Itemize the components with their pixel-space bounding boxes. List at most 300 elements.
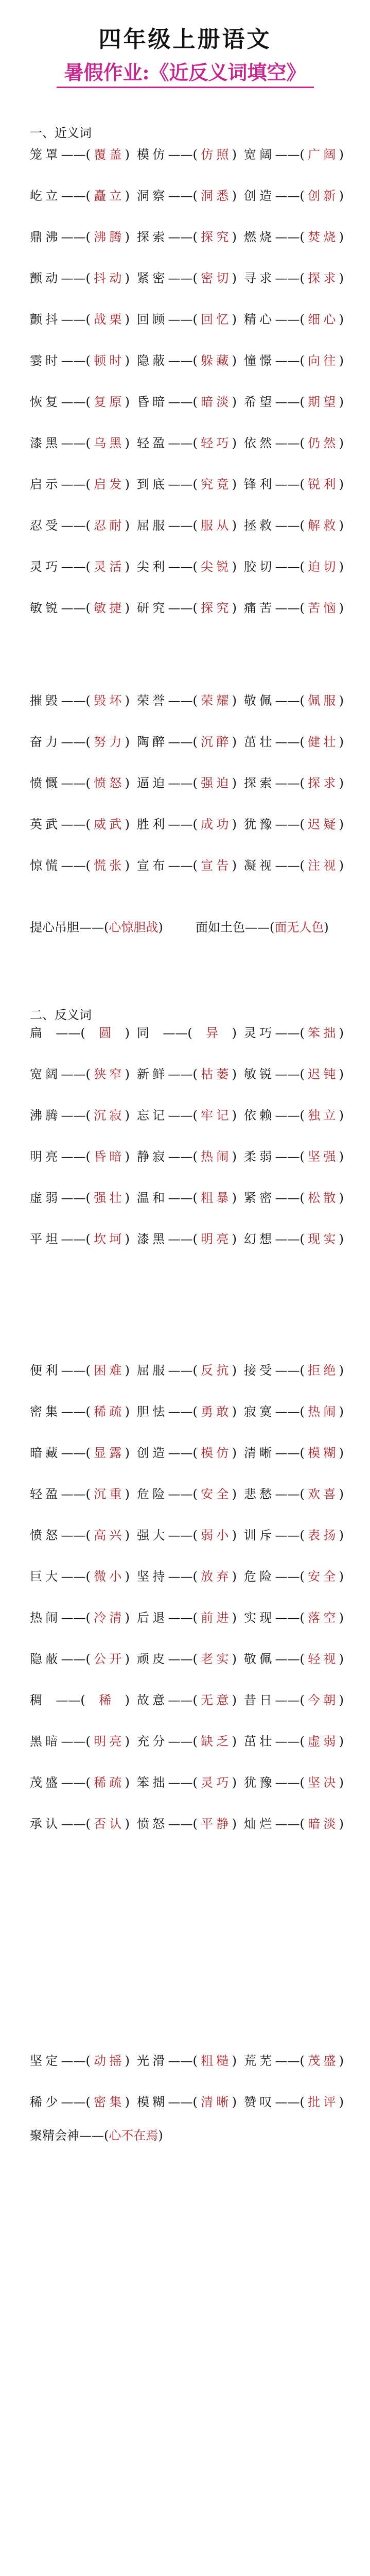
vocab-item: 愤怒——(高兴)	[30, 1528, 130, 1543]
vocab-item: 新鲜——(枯萎)	[137, 1067, 237, 1081]
vocab-word: 稠	[30, 1693, 56, 1707]
vocab-item: 顽皮——(老实)	[137, 1652, 237, 1666]
vocab-item: 霎时——(顿时)	[30, 353, 130, 368]
vocab-item: 茂盛——(稀疏)	[30, 1775, 130, 1790]
vocab-word: 愤慨	[30, 776, 61, 790]
vocab-item: 灵巧——(灵活)	[30, 560, 130, 574]
vocab-item: 模仿——(仿照)	[137, 147, 237, 162]
vocab-item: 巨大——(微小)	[30, 1569, 130, 1584]
vocab-word: 愤怒	[137, 1817, 168, 1831]
vocab-word: 胶切	[244, 560, 275, 574]
vocab-answer: 坚决	[304, 1775, 339, 1790]
vocab-word: 训斥	[244, 1528, 275, 1543]
vocab-item: 回顾——(回忆)	[137, 312, 237, 327]
vocab-item: 虚弱——(强壮)	[30, 1191, 130, 1205]
vocab-word: 隐蔽	[137, 353, 168, 368]
vocab-answer: 落空	[304, 1611, 339, 1625]
vocab-answer: 宣告	[197, 858, 232, 873]
antonym-grid-part3	[30, 2050, 344, 2133]
vocab-answer: 拒绝	[304, 1363, 339, 1378]
page-title: 四年级上册语文	[98, 26, 272, 53]
vocab-answer: 稀疏	[90, 1775, 125, 1790]
vocab-word: 英武	[30, 817, 61, 832]
vocab-answer: 稀疏	[90, 1404, 125, 1419]
vocab-word: 充分	[137, 1734, 168, 1749]
vocab-item: 漆黑——(明亮)	[137, 1232, 237, 1246]
vocab-item: 热闹——(冷清)	[30, 1611, 130, 1625]
vocab-word: 紧密	[244, 1191, 275, 1205]
vocab-answer: 灵活	[90, 560, 125, 574]
vocab-word: 明亮	[30, 1149, 61, 1164]
vocab-item: 犹豫——(迟疑)	[244, 817, 344, 832]
vocab-answer: 洞悉	[197, 189, 232, 203]
vocab-answer: 成功	[197, 817, 232, 832]
vocab-word: 洞察	[137, 189, 168, 203]
vocab-answer: 牢记	[197, 1108, 232, 1123]
vocab-item: 鼎沸——(沸腾)	[30, 230, 130, 244]
vocab-word: 轻盈	[30, 1487, 61, 1501]
vocab-word: 平坦	[30, 1232, 61, 1246]
vocab-answer: 战栗	[90, 312, 125, 327]
vocab-answer: 坎坷	[90, 1232, 125, 1246]
vocab-item: 暗藏——(显露)	[30, 1446, 130, 1460]
vocab-word: 创造	[244, 189, 275, 203]
vocab-answer: 回忆	[197, 312, 232, 327]
vocab-answer: 迟钝	[304, 1067, 339, 1081]
vocab-item: 坚持——(放弃)	[137, 1569, 237, 1584]
vocab-answer: 沉重	[90, 1487, 125, 1501]
vocab-word: 黑暗	[30, 1734, 61, 1749]
vocab-word: 实现	[244, 1611, 275, 1625]
vocab-item: 英武——(威武)	[30, 817, 130, 832]
vocab-word: 犹豫	[244, 817, 275, 832]
vocab-item: 轻盈——(沉重)	[30, 1487, 130, 1501]
vocab-word: 忘记	[137, 1108, 168, 1123]
vocab-item: 轻盈——(轻巧)	[137, 436, 237, 450]
vocab-item: 平坦——(坎坷)	[30, 1232, 130, 1246]
vocab-answer: 敏捷	[90, 601, 125, 615]
vocab-item: 悲愁——(欢喜)	[244, 1487, 344, 1501]
vocab-word: 笼罩	[30, 147, 61, 162]
vocab-word: 敬佩	[244, 1652, 275, 1666]
vocab-item: 憧憬——(向往)	[244, 353, 344, 368]
section-heading-antonyms: 二、反义词	[30, 1008, 92, 1022]
vocab-word: 承认	[30, 1817, 61, 1831]
vocab-answer: 强迫	[197, 776, 232, 790]
vocab-answer: 暗淡	[197, 395, 232, 409]
vocab-item: 忘记——(牢记)	[137, 1108, 237, 1123]
vocab-item: 惊慌——(慌张)	[30, 858, 130, 873]
vocab-word: 依赖	[244, 1108, 275, 1123]
vocab-item: 茁壮——(健壮)	[244, 735, 344, 749]
vocab-word: 宽阔	[244, 147, 275, 162]
vocab-word: 后退	[137, 1611, 168, 1625]
vocab-word: 锋利	[244, 477, 275, 492]
vocab-word: 笨拙	[137, 1775, 168, 1790]
antonym-grid-part2	[30, 1360, 344, 1855]
vocab-answer: 复原	[90, 395, 125, 409]
vocab-item: 接受——(拒绝)	[244, 1363, 344, 1378]
vocab-answer: 仿照	[197, 147, 232, 162]
vocab-item: 昏暗——(暗淡)	[137, 395, 237, 409]
vocab-answer: 无意	[197, 1693, 232, 1707]
vocab-answer: 热闹	[304, 1404, 339, 1419]
vocab-word: 尖利	[137, 560, 168, 574]
vocab-answer: 公开	[90, 1652, 125, 1666]
vocab-item: 忍受——(忍耐)	[30, 518, 130, 533]
vocab-item: 胆怯——(勇敢)	[137, 1404, 237, 1419]
vocab-word: 顽皮	[137, 1652, 168, 1666]
vocab-word: 漆黑	[30, 436, 61, 450]
vocab-item: 茁壮——(虚弱)	[244, 1734, 344, 1749]
vocab-item: 愤怒——(平静)	[137, 1817, 237, 1831]
vocab-answer: 独立	[304, 1108, 339, 1123]
vocab-word: 忍受	[30, 518, 61, 533]
vocab-word: 漆黑	[137, 1232, 168, 1246]
vocab-answer: 沉寂	[90, 1108, 125, 1123]
vocab-word: 鼎沸	[30, 230, 61, 244]
vocab-answer: 向往	[304, 353, 339, 368]
vocab-answer: 动摇	[90, 2054, 125, 2068]
vocab-word: 昔日	[244, 1693, 275, 1707]
vocab-answer: 愤怒	[90, 776, 125, 790]
vocab-word: 热闹	[30, 1611, 61, 1625]
vocab-item: 恢复——(复原)	[30, 395, 130, 409]
vocab-word: 宣布	[137, 858, 168, 873]
vocab-item: 笼罩——(覆盖)	[30, 147, 130, 162]
vocab-answer: 轻巧	[197, 436, 232, 450]
vocab-item: 清晰——(模糊)	[244, 1446, 344, 1460]
vocab-answer: 注视	[304, 858, 339, 873]
vocab-item: 研究——(探究)	[137, 601, 237, 615]
vocab-answer: 探究	[197, 601, 232, 615]
vocab-item: 后退——(前进)	[137, 1611, 237, 1625]
vocab-answer: 沉醉	[197, 735, 232, 749]
vocab-item: 敬佩——(佩服)	[244, 693, 344, 708]
vocab-word: 坚持	[137, 1569, 168, 1584]
vocab-item: 逼迫——(强迫)	[137, 776, 237, 790]
vocab-item: 充分——(缺乏)	[137, 1734, 237, 1749]
vocab-answer: 苦恼	[304, 601, 339, 615]
vocab-item: 温和——(粗暴)	[137, 1191, 237, 1205]
vocab-word: 回顾	[137, 312, 168, 327]
vocab-item: 荒芜——(茂盛)	[244, 2054, 344, 2068]
vocab-item: 荣誉——(荣耀)	[137, 693, 237, 708]
vocab-answer: 锐利	[304, 477, 339, 492]
vocab-word: 拯救	[244, 518, 275, 533]
vocab-word: 茁壮	[244, 735, 275, 749]
vocab-item: 颤抖——(战栗)	[30, 312, 130, 327]
vocab-answer: 荣耀	[197, 693, 232, 708]
vocab-item: 便利——(困难)	[30, 1363, 130, 1378]
vocab-word: 暗藏	[30, 1446, 61, 1460]
vocab-item: 紧密——(松散)	[244, 1191, 344, 1205]
vocab-answer: 密切	[197, 271, 232, 285]
vocab-item: 寻求——(探求)	[244, 271, 344, 285]
vocab-item: 到底——(究竟)	[137, 477, 237, 492]
vocab-answer: 狭窄	[90, 1067, 125, 1081]
vocab-item: 宣布——(宣告)	[137, 858, 237, 873]
vocab-item: 尖利——(尖锐)	[137, 560, 237, 574]
vocab-word: 巨大	[30, 1569, 61, 1584]
vocab-item: 探索——(探求)	[244, 776, 344, 790]
vocab-answer: 欢喜	[304, 1487, 339, 1501]
vocab-item: 笨拙——(灵巧)	[137, 1775, 237, 1790]
vocab-word: 灿烂	[244, 1817, 275, 1831]
vocab-item: 故意——(无意)	[137, 1693, 237, 1707]
vocab-word: 荣誉	[137, 693, 168, 708]
vocab-answer: 反抗	[197, 1363, 232, 1378]
vocab-word: 模糊	[137, 2095, 168, 2109]
vocab-word: 到底	[137, 477, 168, 492]
vocab-item: 坚定——(动摇)	[30, 2054, 130, 2068]
vocab-item: 颤动——(抖动)	[30, 271, 130, 285]
vocab-answer: 勇敢	[197, 1404, 232, 1419]
vocab-item: 静寂——(热闹)	[137, 1149, 237, 1164]
vocab-item: 胶切——(迫切)	[244, 560, 344, 574]
vocab-word: 静寂	[137, 1149, 168, 1164]
subtitle-underline	[57, 87, 314, 88]
vocab-answer: 冷清	[90, 1611, 125, 1625]
vocab-word: 憧憬	[244, 353, 275, 368]
vocab-word: 惊慌	[30, 858, 61, 873]
vocab-answer: 微小	[90, 1569, 125, 1584]
vocab-answer: 健壮	[304, 735, 339, 749]
vocab-word: 探索	[244, 776, 275, 790]
vocab-word: 屈服	[137, 1363, 168, 1378]
vocab-item: 宽阔——(狭窄)	[30, 1067, 130, 1081]
vocab-word: 光滑	[137, 2054, 168, 2068]
synonym-grid-part2	[30, 690, 344, 896]
vocab-answer: 究竟	[197, 477, 232, 492]
vocab-answer: 批评	[304, 2095, 339, 2109]
vocab-answer: 显露	[90, 1446, 125, 1460]
synonym-extra-1: 提心吊胆——(心惊胆战)	[30, 920, 163, 935]
vocab-item: 隐蔽——(躲藏)	[137, 353, 237, 368]
vocab-item: 灿烂——(暗淡)	[244, 1817, 344, 1831]
vocab-item: 密集——(稀疏)	[30, 1404, 130, 1419]
vocab-answer: 细心	[304, 312, 339, 327]
vocab-item: 探索——(探究)	[137, 230, 237, 244]
vocab-word: 模仿	[137, 147, 168, 162]
vocab-word: 屈服	[137, 518, 168, 533]
vocab-answer: 慌张	[90, 858, 125, 873]
vocab-word: 希望	[244, 395, 275, 409]
vocab-word: 虚弱	[30, 1191, 61, 1205]
vocab-item: 胜利——(成功)	[137, 817, 237, 832]
vocab-word: 扁	[30, 1026, 56, 1040]
vocab-word: 霎时	[30, 353, 61, 368]
vocab-answer: 虚弱	[304, 1734, 339, 1749]
vocab-item: 屈服——(反抗)	[137, 1363, 237, 1378]
vocab-answer: 现实	[304, 1232, 339, 1246]
vocab-word: 接受	[244, 1363, 275, 1378]
vocab-word: 荒芜	[244, 2054, 275, 2068]
vocab-item: 昔日——(今朝)	[244, 1693, 344, 1707]
vocab-answer: 乌黑	[90, 436, 125, 450]
vocab-answer: 稀	[85, 1693, 125, 1707]
vocab-item: 紧密——(密切)	[137, 271, 237, 285]
vocab-word: 敏锐	[30, 601, 61, 615]
vocab-item: 模糊——(清晰)	[137, 2095, 237, 2109]
vocab-word: 密集	[30, 1404, 61, 1419]
vocab-item: 敬佩——(轻视)	[244, 1652, 344, 1666]
vocab-answer: 佩服	[304, 693, 339, 708]
vocab-word: 陶醉	[137, 735, 168, 749]
vocab-item: 敏锐——(敏捷)	[30, 601, 130, 615]
vocab-answer: 模糊	[304, 1446, 339, 1460]
vocab-word: 稀少	[30, 2095, 61, 2109]
vocab-word: 新鲜	[137, 1067, 168, 1081]
vocab-word: 赞叹	[244, 2095, 275, 2109]
vocab-answer: 强壮	[90, 1191, 125, 1205]
vocab-item: 屈服——(服从)	[137, 518, 237, 533]
vocab-item: 危险——(安全)	[137, 1487, 237, 1501]
vocab-item: 稀少——(密集)	[30, 2095, 130, 2109]
vocab-item: 希望——(期望)	[244, 395, 344, 409]
vocab-item: 危险——(安全)	[244, 1569, 344, 1584]
vocab-answer: 沸腾	[90, 230, 125, 244]
vocab-item: 承认——(否认)	[30, 1817, 130, 1831]
vocab-word: 幻想	[244, 1232, 275, 1246]
vocab-answer: 灵巧	[197, 1775, 232, 1790]
vocab-answer: 前进	[197, 1611, 232, 1625]
vocab-answer: 模仿	[197, 1446, 232, 1460]
vocab-word: 犹豫	[244, 1775, 275, 1790]
vocab-answer: 忍耐	[90, 518, 125, 533]
vocab-item: 凝视——(注视)	[244, 858, 344, 873]
vocab-item: 启示——(启发)	[30, 477, 130, 492]
vocab-answer: 顿时	[90, 353, 125, 368]
vocab-word: 清晰	[244, 1446, 275, 1460]
vocab-item: 强大——(弱小)	[137, 1528, 237, 1543]
vocab-answer: 躲藏	[197, 353, 232, 368]
vocab-item: 黑暗——(明亮)	[30, 1734, 130, 1749]
vocab-word: 茁壮	[244, 1734, 275, 1749]
vocab-word: 沸腾	[30, 1108, 61, 1123]
vocab-answer: 老实	[197, 1652, 232, 1666]
vocab-item: 创造——(模仿)	[137, 1446, 237, 1460]
vocab-item: 稠——(稀)	[30, 1693, 130, 1707]
vocab-answer: 迟疑	[304, 817, 339, 832]
vocab-word: 胆怯	[137, 1404, 168, 1419]
vocab-word: 便利	[30, 1363, 61, 1378]
vocab-word: 燃烧	[244, 230, 275, 244]
vocab-answer: 广阔	[304, 147, 339, 162]
vocab-word: 温和	[137, 1191, 168, 1205]
vocab-answer: 笨拙	[304, 1026, 339, 1040]
vocab-answer: 解救	[304, 518, 339, 533]
vocab-answer: 明亮	[90, 1734, 125, 1749]
vocab-answer: 抖动	[90, 271, 125, 285]
vocab-word: 痛苦	[244, 601, 275, 615]
vocab-item: 依赖——(独立)	[244, 1108, 344, 1123]
vocab-item: 灵巧——(笨拙)	[244, 1026, 344, 1040]
vocab-word: 凝视	[244, 858, 275, 873]
vocab-word: 逼迫	[137, 776, 168, 790]
vocab-item: 宽阔——(广阔)	[244, 147, 344, 162]
vocab-item: 漆黑——(乌黑)	[30, 436, 130, 450]
vocab-item: 光滑——(粗糙)	[137, 2054, 237, 2068]
vocab-item: 敏锐——(迟钝)	[244, 1067, 344, 1081]
vocab-answer: 今朝	[304, 1693, 339, 1707]
vocab-answer: 安全	[304, 1569, 339, 1584]
vocab-answer: 密集	[90, 2095, 125, 2109]
vocab-answer: 探求	[304, 776, 339, 790]
vocab-item: 实现——(落空)	[244, 1611, 344, 1625]
vocab-answer: 服从	[197, 518, 232, 533]
vocab-answer: 否认	[90, 1817, 125, 1831]
antonym-grid-part1	[30, 1023, 344, 1270]
vocab-item: 沸腾——(沉寂)	[30, 1108, 130, 1123]
vocab-word: 研究	[137, 601, 168, 615]
vocab-word: 依然	[244, 436, 275, 450]
vocab-answer: 仍然	[304, 436, 339, 450]
vocab-word: 创造	[137, 1446, 168, 1460]
vocab-answer: 焚烧	[304, 230, 339, 244]
vocab-word: 灵巧	[30, 560, 61, 574]
vocab-answer: 暗淡	[304, 1817, 339, 1831]
vocab-answer: 表扬	[304, 1528, 339, 1543]
vocab-answer: 缺乏	[197, 1734, 232, 1749]
vocab-answer: 高兴	[90, 1528, 125, 1543]
vocab-item: 幻想——(现实)	[244, 1232, 344, 1246]
vocab-word: 颤动	[30, 271, 61, 285]
vocab-word: 愤怒	[30, 1528, 61, 1543]
vocab-item: 锋利——(锐利)	[244, 477, 344, 492]
vocab-item: 创造——(创新)	[244, 189, 344, 203]
vocab-item: 明亮——(昏暗)	[30, 1149, 130, 1164]
vocab-item: 奋力——(努力)	[30, 735, 130, 749]
synonym-extra-2: 面如土色——(面无人色)	[196, 920, 329, 935]
vocab-word: 同	[137, 1026, 163, 1040]
vocab-item: 同——(异)	[137, 1026, 237, 1040]
vocab-item: 愤慨——(愤怒)	[30, 776, 130, 790]
vocab-item: 陶醉——(沉醉)	[137, 735, 237, 749]
vocab-item: 训斥——(表扬)	[244, 1528, 344, 1543]
section-heading-synonyms: 一、近义词	[30, 126, 92, 140]
vocab-item: 洞察——(洞悉)	[137, 189, 237, 203]
vocab-item: 扁——(圆)	[30, 1026, 130, 1040]
vocab-item: 依然——(仍然)	[244, 436, 344, 450]
vocab-answer: 茂盛	[304, 2054, 339, 2068]
vocab-word: 危险	[137, 1487, 168, 1501]
vocab-answer: 清晰	[197, 2095, 232, 2109]
vocab-word: 悲愁	[244, 1487, 275, 1501]
vocab-answer: 异	[192, 1026, 232, 1040]
vocab-word: 寻求	[244, 271, 275, 285]
vocab-answer: 启发	[90, 477, 125, 492]
vocab-word: 昏暗	[137, 395, 168, 409]
antonym-extra-1: 聚精会神——(心不在焉)	[30, 2128, 163, 2143]
vocab-word: 故意	[137, 1693, 168, 1707]
vocab-answer: 轻视	[304, 1652, 339, 1666]
vocab-word: 摧毁	[30, 693, 61, 708]
vocab-word: 胜利	[137, 817, 168, 832]
vocab-item: 柔弱——(坚强)	[244, 1149, 344, 1164]
vocab-word: 隐蔽	[30, 1652, 61, 1666]
vocab-word: 柔弱	[244, 1149, 275, 1164]
vocab-answer: 枯萎	[197, 1067, 232, 1081]
vocab-answer: 放弃	[197, 1569, 232, 1584]
vocab-word: 颤抖	[30, 312, 61, 327]
vocab-item: 痛苦——(苦恼)	[244, 601, 344, 615]
vocab-word: 危险	[244, 1569, 275, 1584]
vocab-word: 宽阔	[30, 1067, 61, 1081]
vocab-answer: 迫切	[304, 560, 339, 574]
vocab-word: 探索	[137, 230, 168, 244]
vocab-word: 屹立	[30, 189, 61, 203]
